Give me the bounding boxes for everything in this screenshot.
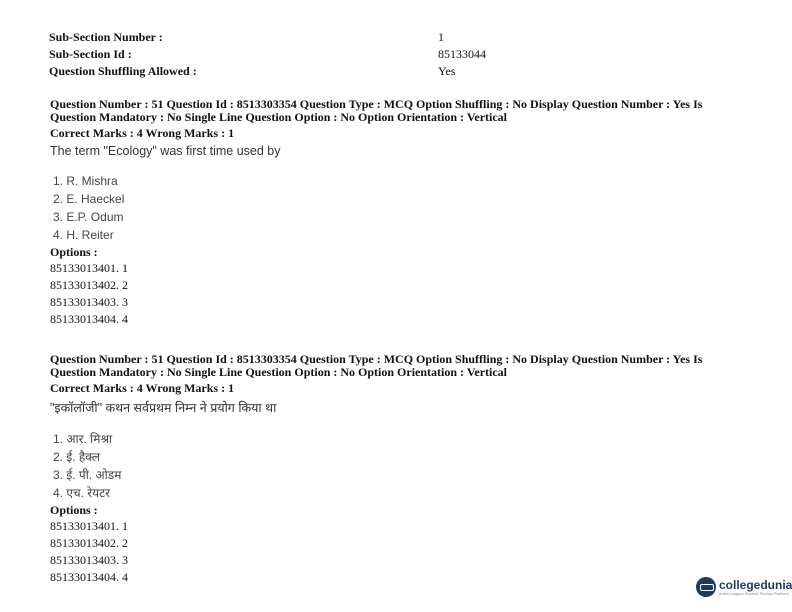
subsection-id-value: 85133044 xyxy=(438,47,486,61)
question-block-hindi xyxy=(50,353,750,586)
collegedunia-logo xyxy=(696,577,792,597)
subsection-id-label: Sub-Section Id : xyxy=(49,47,132,61)
marks-line: Correct Marks : 4 Wrong Marks : 1 xyxy=(50,126,235,140)
question-header-line1: Question Number : 51 Question Id : 8513303354 Question Type : MCQ Option Shuffling : No Display Question Number : Yes Is xyxy=(50,97,703,111)
question-text: The term "Ecology" was first time used by xyxy=(50,144,281,158)
option-id-item: 85133013404. 4 xyxy=(50,312,128,326)
option-id-item: 85133013403. 3 xyxy=(50,553,128,567)
marks-line: Correct Marks : 4 Wrong Marks : 1 xyxy=(50,381,235,395)
question-shuffling-value: Yes xyxy=(438,64,456,78)
logo-text xyxy=(719,579,792,596)
logo-tagline: India's largest Student Review Platform xyxy=(719,590,789,596)
option-id-item: 85133013402. 2 xyxy=(50,278,128,292)
option-id-item: 85133013403. 3 xyxy=(50,295,128,309)
question-header xyxy=(50,353,750,379)
options-title: Options : xyxy=(50,503,98,517)
choice-item: 2. ई. हैक्ल xyxy=(53,450,100,464)
option-id-item: 85133013401. 1 xyxy=(50,519,128,533)
subsection-number-value: 1 xyxy=(438,30,444,44)
option-id-item: 85133013401. 1 xyxy=(50,261,128,275)
option-id-list xyxy=(50,260,750,328)
choice-item: 1. R. Mishra xyxy=(53,174,118,188)
question-text: "इकॉलॉजी" कथन सर्वप्रथम निम्न ने प्रयोग किया था xyxy=(50,401,277,415)
subsection-number-label: Sub-Section Number : xyxy=(49,30,163,44)
choice-item: 1. आर. मिश्रा xyxy=(53,432,113,446)
choice-item: 3. ई. पी. ओडम xyxy=(53,468,122,482)
logo-name: collegedunia xyxy=(719,577,792,592)
option-id-item: 85133013404. 4 xyxy=(50,570,128,584)
question-shuffling-label: Question Shuffling Allowed : xyxy=(49,64,197,78)
choice-item: 3. E.P. Odum xyxy=(53,210,124,224)
option-id-list xyxy=(50,518,750,586)
graduate-cap-icon xyxy=(696,577,716,597)
question-header-line2: Question Mandatory : No Single Line Question Option : No Option Orientation : Vertical xyxy=(50,365,508,379)
choice-list xyxy=(53,172,750,244)
question-header-line2: Question Mandatory : No Single Line Question Option : No Option Orientation : Vertical xyxy=(50,110,508,124)
choice-list xyxy=(53,430,750,502)
choice-item: 4. H. Reiter xyxy=(53,228,114,242)
question-header xyxy=(50,98,750,124)
question-header-line1: Question Number : 51 Question Id : 8513303354 Question Type : MCQ Option Shuffling : No Display Question Number : Yes Is xyxy=(50,352,703,366)
question-block-english xyxy=(50,98,750,328)
option-id-item: 85133013402. 2 xyxy=(50,536,128,550)
choice-item: 4. एच. रेयटर xyxy=(53,486,111,500)
choice-item: 2. E. Haeckel xyxy=(53,192,125,206)
options-title: Options : xyxy=(50,245,98,259)
